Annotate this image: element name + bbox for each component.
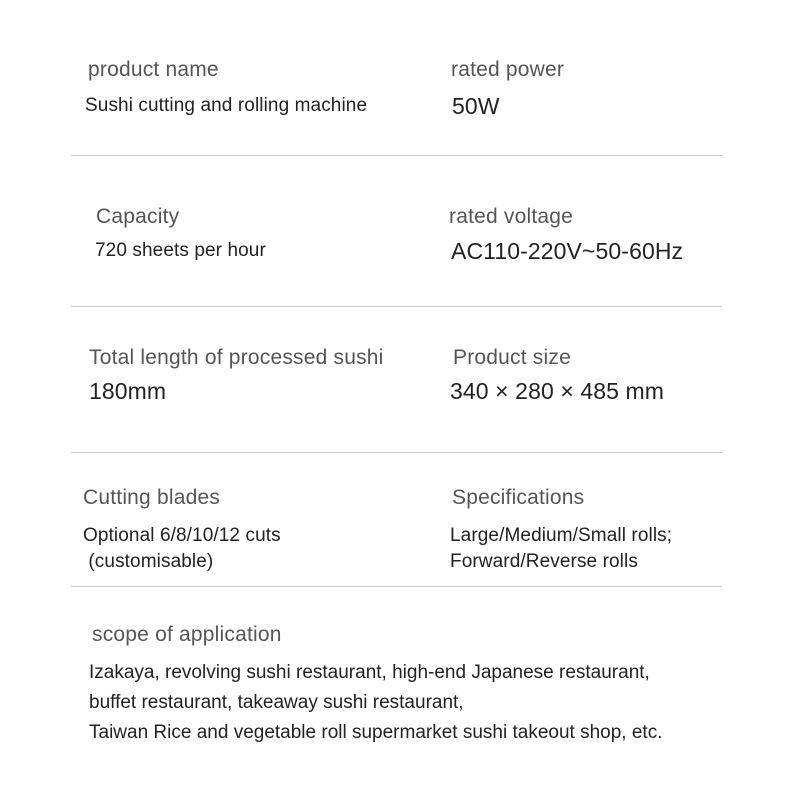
- scope-label: scope of application: [92, 623, 282, 646]
- product-size-label: Product size: [453, 346, 571, 369]
- rated-voltage-value: AC110-220V~50-60Hz: [451, 238, 684, 264]
- capacity-label: Capacity: [96, 205, 180, 228]
- row-divider-4: [71, 586, 722, 587]
- cutting-blades-label: Cutting blades: [83, 486, 221, 509]
- specifications-value: [450, 523, 672, 575]
- rated-power-label: rated power: [451, 58, 565, 81]
- specifications-value-line1: Large/Medium/Small rolls;: [450, 525, 673, 546]
- product-name-label: product name: [88, 58, 219, 81]
- product-size-value: 340 × 280 × 485 mm: [450, 378, 665, 404]
- cutting-blades-value-line1: Optional 6/8/10/12 cuts: [83, 525, 281, 546]
- cutting-blades-value: [83, 523, 281, 575]
- total-length-label: Total length of processed sushi: [89, 346, 384, 369]
- row-divider-2: [71, 306, 722, 307]
- scope-line-3: Taiwan Rice and vegetable roll supermarket sushi takeout shop, etc.: [89, 722, 663, 743]
- row-divider-3: [71, 452, 722, 453]
- scope-line-2: buffet restaurant, takeaway sushi restaurant,: [89, 692, 464, 713]
- specifications-label: Specifications: [452, 486, 585, 509]
- specifications-value-line2: Forward/Reverse rolls: [450, 551, 638, 572]
- scope-line-1: Izakaya, revolving sushi restaurant, high-end Japanese restaurant,: [89, 662, 650, 683]
- scope-value: [89, 658, 662, 748]
- rated-power-value: 50W: [452, 93, 500, 119]
- row-divider-1: [71, 155, 722, 156]
- cutting-blades-value-line2: (customisable): [83, 551, 214, 572]
- product-name-value: Sushi cutting and rolling machine: [85, 95, 368, 116]
- total-length-value: 180mm: [89, 378, 167, 404]
- rated-voltage-label: rated voltage: [449, 205, 574, 228]
- capacity-value: 720 sheets per hour: [95, 240, 266, 261]
